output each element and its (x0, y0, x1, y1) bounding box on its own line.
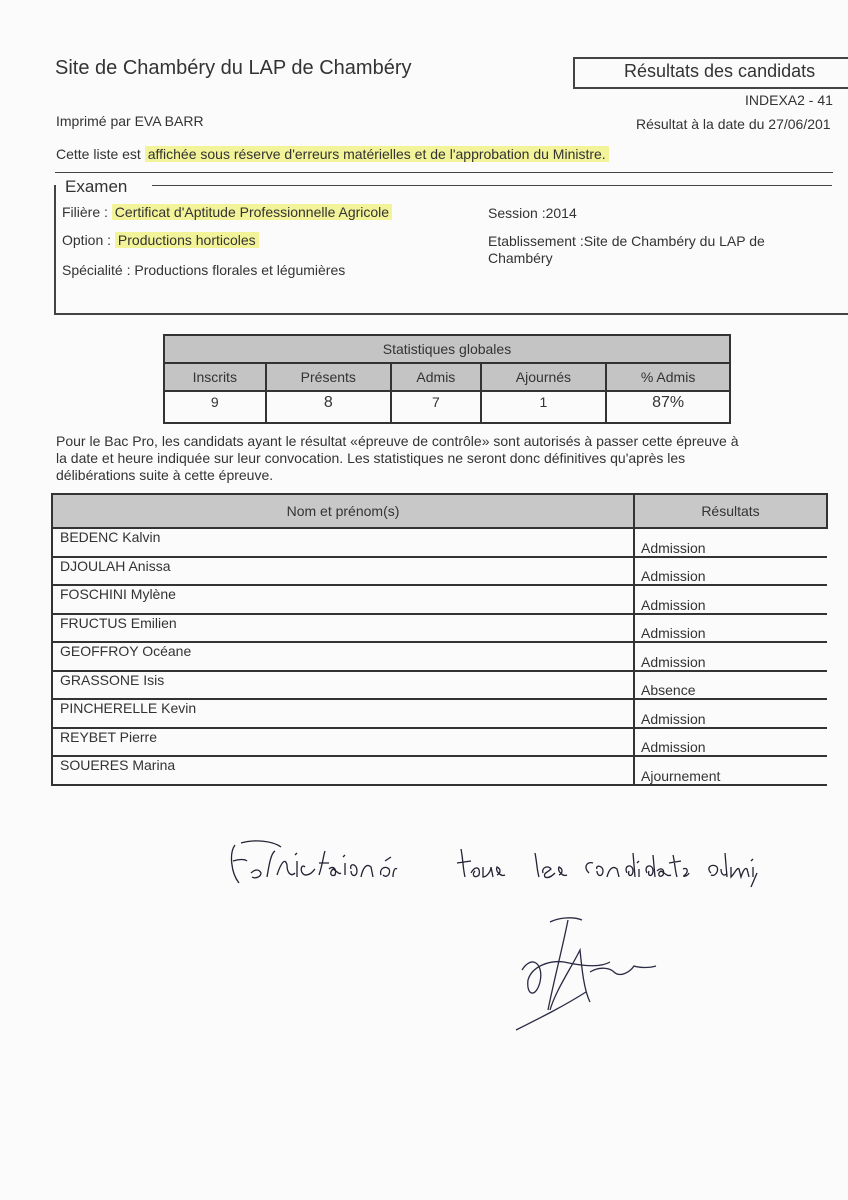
results-header-name: Nom et prénom(s) (52, 494, 634, 528)
result-date: Résultat à la date du 27/06/201 (636, 116, 831, 132)
table-row (52, 671, 827, 700)
candidate-result: Ajournement (634, 756, 827, 785)
site-title: Site de Chambéry du LAP de Chambéry (55, 57, 412, 79)
handwritten-note (225, 833, 760, 893)
filiere (62, 204, 392, 220)
stats-value-inscrits: 9 (164, 391, 266, 423)
candidate-result: Admission (634, 585, 827, 614)
bac-pro-note: Pour le Bac Pro, les candidats ayant le résultat «épreuve de contrôle» sont autorisés à passer cette épreuve à la date et heure indiquée sur leur convocation. Les statistiques ne seront donc définitives qu'après les délibérations suite à cette épreuve. (56, 433, 739, 483)
table-row (52, 642, 827, 671)
candidate-result: Admission (634, 728, 827, 757)
candidate-name: GEOFFROY Océane (52, 642, 634, 671)
candidate-name: SOUERES Marina (52, 756, 634, 785)
stats-header-inscrits: Inscrits (164, 363, 266, 391)
stats-header-pct-admis: % Admis (606, 363, 730, 391)
candidate-result: Admission (634, 642, 827, 671)
stats-value-presents: 8 (266, 391, 391, 423)
printed-by: Imprimé par EVA BARR (56, 113, 204, 129)
candidate-result: Admission (634, 614, 827, 643)
handwritten-note-svg (225, 833, 760, 893)
candidate-name: GRASSONE Isis (52, 671, 634, 700)
etablissement: Etablissement :Site de Chambéry du LAP de Chambéry (488, 233, 765, 266)
stats-value-pct-admis: 87% (606, 391, 730, 423)
filiere-value: Certificat d'Aptitude Professionnelle Agricole (112, 204, 392, 220)
stats-header-presents: Présents (266, 363, 391, 391)
doc-reference: INDEXA2 - 41 (745, 92, 833, 108)
table-row (52, 614, 827, 643)
session: Session :2014 (488, 205, 577, 221)
table-row (52, 585, 827, 614)
doc-title: Résultats des candidats (624, 61, 816, 81)
table-row (52, 699, 827, 728)
stats-header-admis: Admis (391, 363, 481, 391)
results-table (51, 493, 828, 786)
stats-header-ajournes: Ajournés (481, 363, 607, 391)
exam-title: Examen (61, 177, 135, 197)
candidate-name: PINCHERELLE Kevin (52, 699, 634, 728)
table-row (52, 528, 827, 557)
option (62, 232, 259, 248)
table-row (52, 756, 827, 785)
candidate-result: Admission (634, 528, 827, 557)
specialite: Spécialité : Productions florales et légumières (62, 262, 346, 278)
results-header-result: Résultats (634, 494, 827, 528)
notice-prefix: Cette liste est (56, 146, 145, 162)
option-value: Productions horticoles (115, 232, 259, 248)
candidate-name: FRUCTUS Emilien (52, 614, 634, 643)
signature-svg (510, 910, 660, 1035)
candidate-name: REYBET Pierre (52, 728, 634, 757)
signature (510, 910, 660, 1035)
candidate-result: Admission (634, 699, 827, 728)
candidate-result: Absence (634, 671, 827, 700)
candidate-result: Admission (634, 557, 827, 586)
filiere-label: Filière : (62, 204, 112, 220)
table-row (52, 728, 827, 757)
stats-value-ajournes: 1 (481, 391, 607, 423)
notice (56, 146, 609, 162)
stats-value-admis: 7 (391, 391, 481, 423)
stats-table (163, 334, 731, 424)
separator-top (55, 172, 833, 173)
candidate-name: BEDENC Kalvin (52, 528, 634, 557)
candidate-name: DJOULAH Anissa (52, 557, 634, 586)
option-label: Option : (62, 232, 115, 248)
notice-highlight: affichée sous réserve d'erreurs matérielles et de l'approbation du Ministre. (145, 146, 609, 162)
candidate-name: FOSCHINI Mylène (52, 585, 634, 614)
table-row (52, 557, 827, 586)
stats-caption: Statistiques globales (164, 335, 730, 363)
